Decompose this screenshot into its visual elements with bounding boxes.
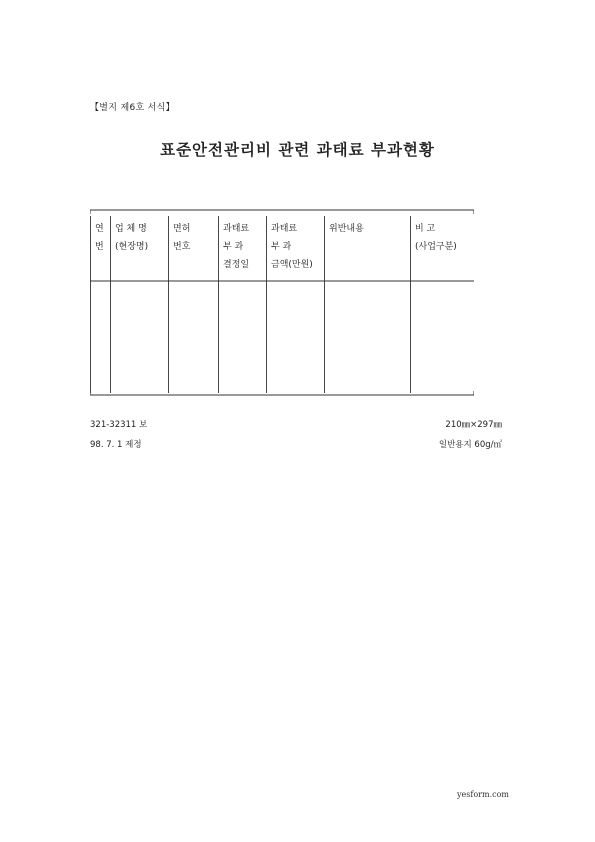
header-cell: [415, 220, 457, 274]
header-cell-line: [115, 256, 148, 274]
form-code: 321-32311 보: [90, 420, 148, 430]
header-cell-line: 연: [95, 224, 104, 234]
header-cell-line: 비 고: [415, 224, 436, 234]
form-number: 【별지 제6호 서식】: [90, 103, 175, 113]
header-cell-line: 과태료: [271, 224, 298, 234]
enactment-date: 98. 7. 1 제정: [90, 440, 142, 450]
header-cell: [329, 220, 364, 274]
header-cell-line: 위반내용: [329, 224, 364, 234]
watermark-brand: yesform.com: [457, 790, 509, 799]
header-cell-line: 업 체 명: [115, 224, 147, 234]
header-cell-line: (사업구분): [415, 242, 457, 252]
header-cell-line: 번: [95, 242, 104, 252]
header-cell-line: [329, 238, 364, 256]
header-cell-line: 부 과: [223, 242, 244, 252]
header-cell-line: 금액(만원): [271, 260, 313, 270]
header-cell-line: 번호: [173, 242, 191, 252]
header-cell-line: 부 과: [271, 242, 292, 252]
header-cell-line: [173, 256, 190, 274]
header-cell: [115, 220, 148, 274]
header-cell: [271, 220, 313, 274]
header-cell-line: [329, 256, 364, 274]
header-cell-line: [415, 256, 457, 274]
status-table: [90, 208, 474, 396]
header-cell-line: 면허: [173, 224, 191, 234]
header-cell-line: 과태료: [223, 224, 250, 234]
header-cell: [95, 220, 104, 274]
header-cell: [223, 220, 249, 274]
paper-spec: 일반용지 60g/㎡: [438, 440, 502, 450]
paper-size: 210㎜×297㎜: [445, 420, 502, 430]
document-title: 표준안전관리비 관련 과태료 부과현황: [160, 141, 435, 159]
header-cell-line: 결정일: [223, 260, 250, 270]
header-cell-line: (현장명): [115, 242, 149, 252]
header-cell-line: [95, 256, 104, 274]
header-cell: [173, 220, 190, 274]
